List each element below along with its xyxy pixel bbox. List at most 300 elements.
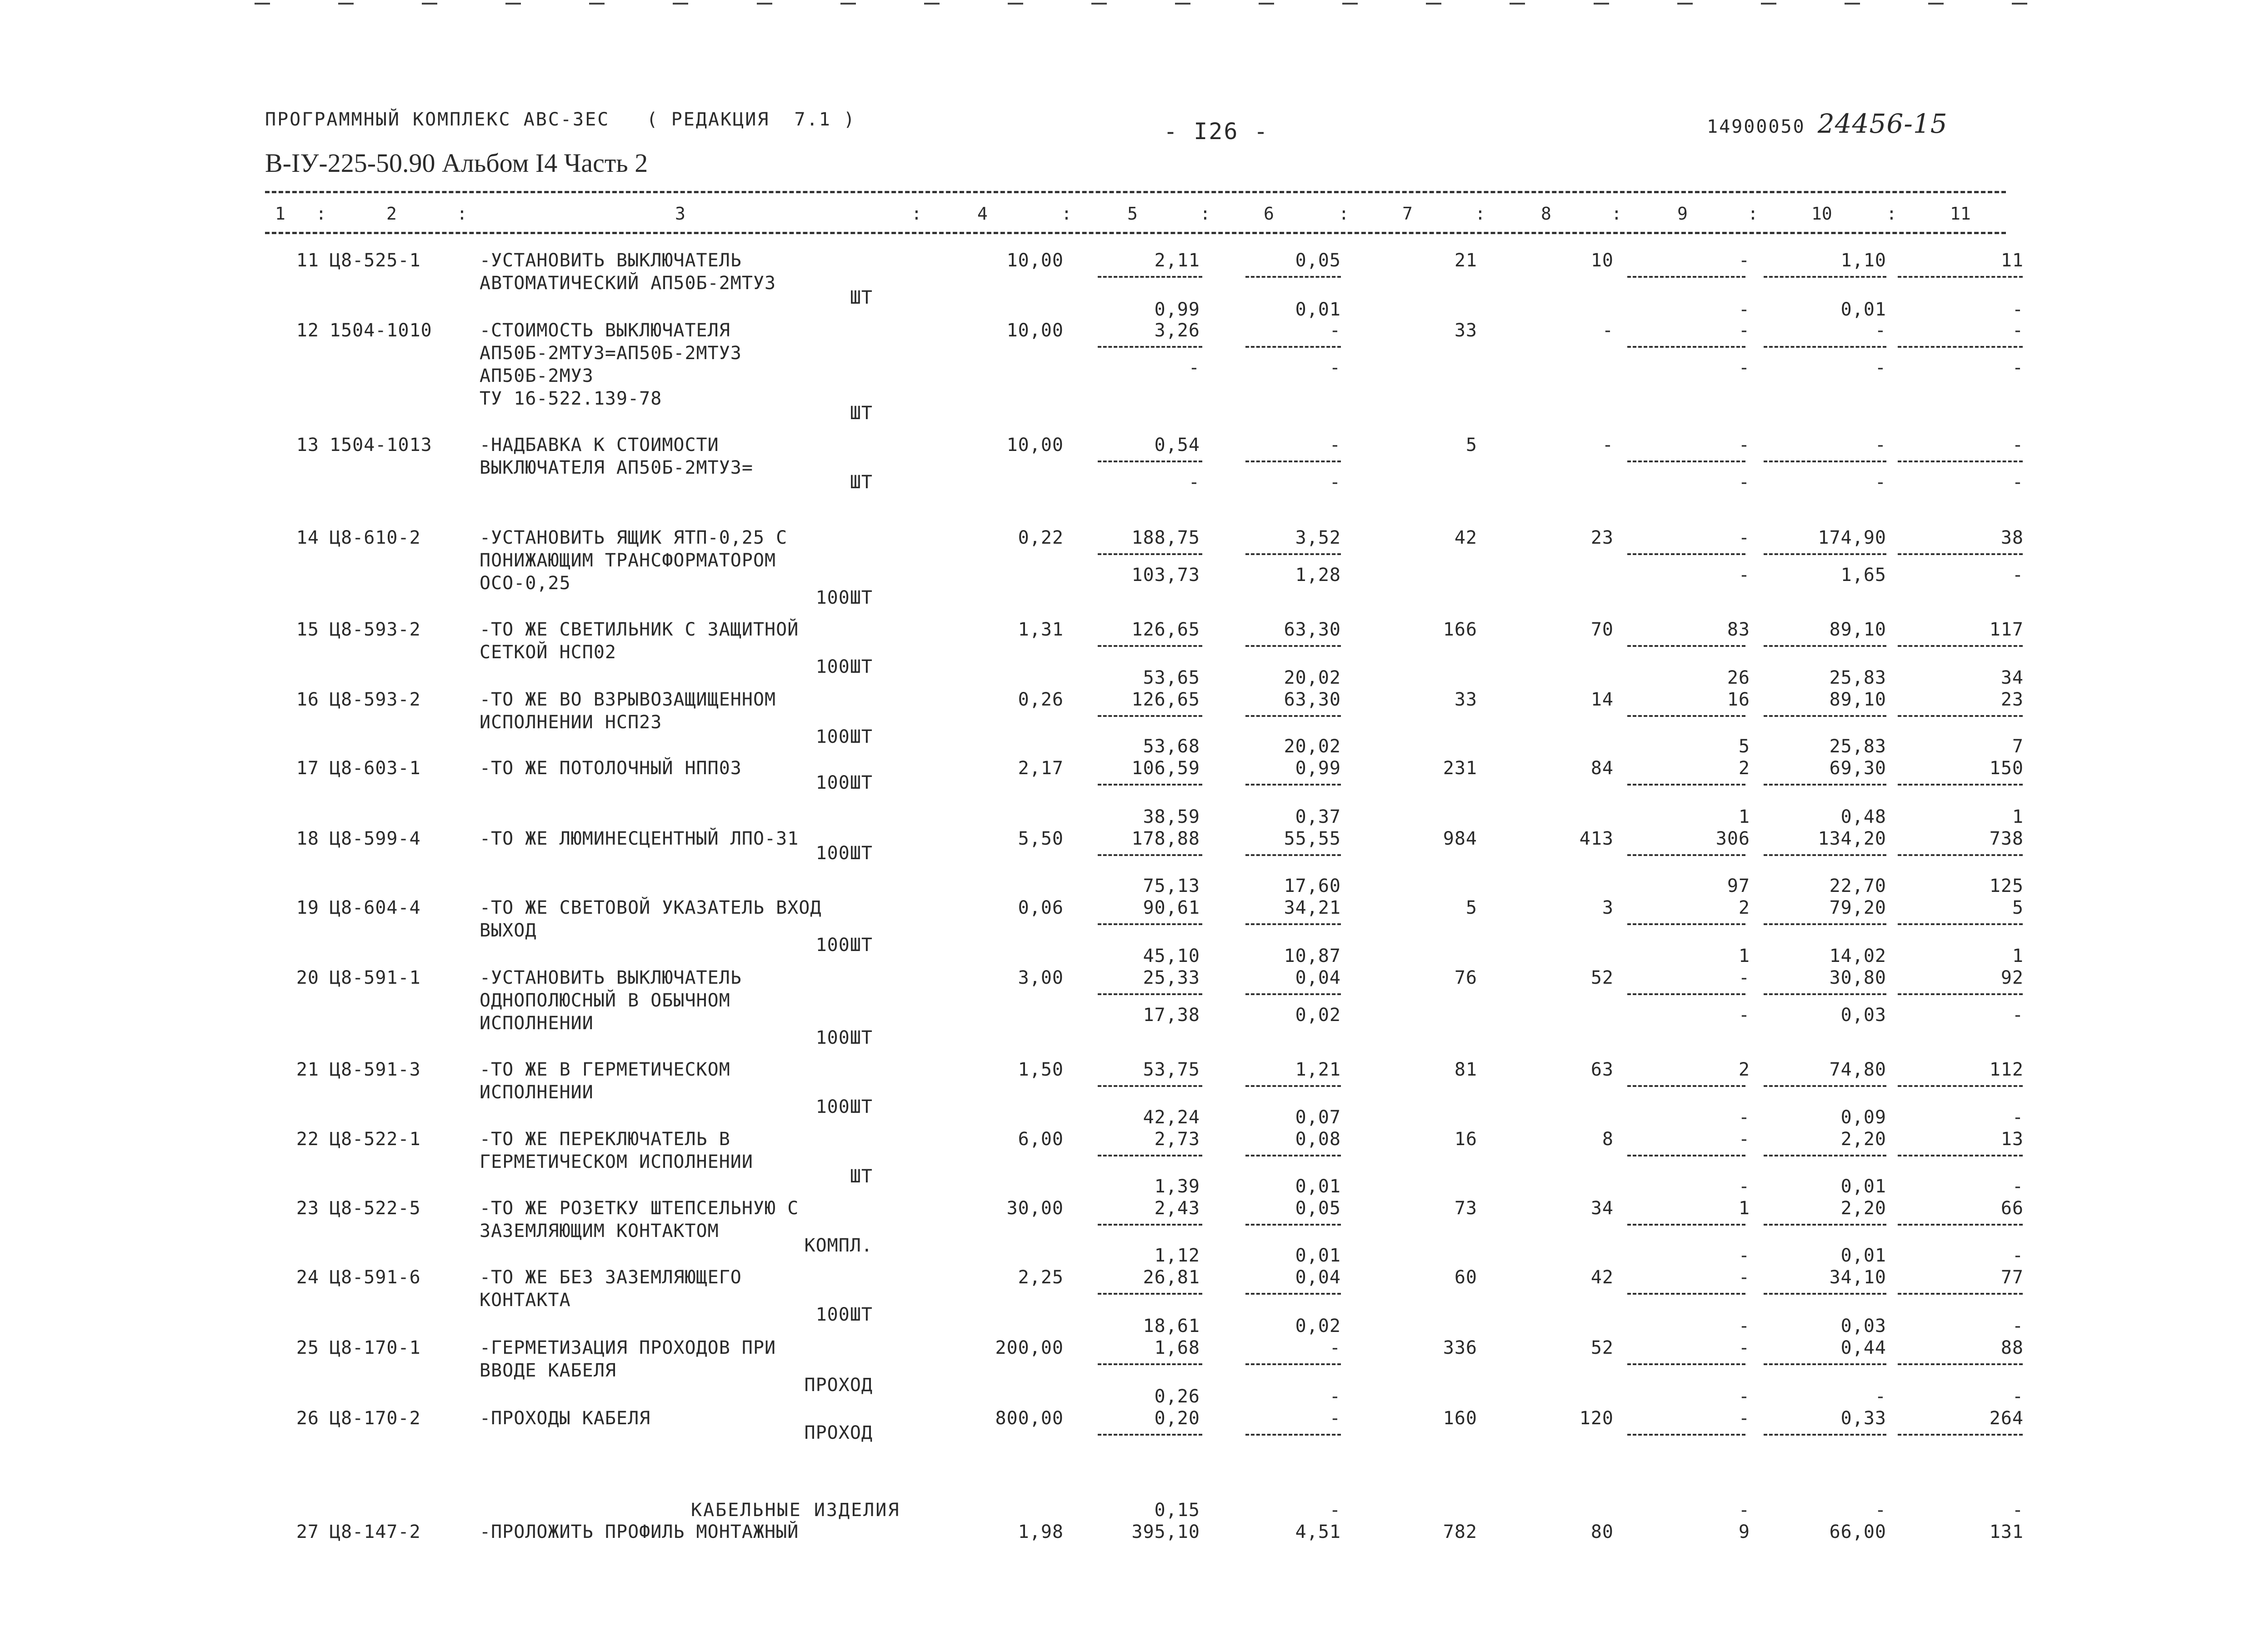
cell-col-6: - bbox=[1329, 1337, 1341, 1358]
cell-col-9: 1 bbox=[1738, 1198, 1750, 1219]
cell-col-6-sub: 17,60 bbox=[1284, 876, 1341, 896]
cell-col-8: 23 bbox=[1590, 527, 1614, 548]
col-header-3: 3 bbox=[675, 204, 685, 224]
row-number: 17 bbox=[296, 758, 319, 779]
row-unit: 100ШТ bbox=[815, 587, 873, 608]
cell-col-9: 16 bbox=[1727, 689, 1750, 710]
cell-col-4: 6,00 bbox=[1018, 1129, 1064, 1150]
row-number: 23 bbox=[296, 1198, 319, 1219]
row-code: Ц8-603-1 bbox=[330, 758, 421, 779]
row-number: 27 bbox=[296, 1522, 319, 1542]
cell-col-9: - bbox=[1738, 320, 1750, 341]
cell-col-4: 1,31 bbox=[1018, 619, 1064, 640]
cell-col-5-sub: 45,10 bbox=[1143, 946, 1200, 966]
cell-col-11: 11 bbox=[2000, 250, 2024, 271]
row-description: -УСТАНОВИТЬ ЯЩИК ЯТП-0,25 С bbox=[480, 527, 788, 548]
cell-col-6-sub: 1,28 bbox=[1295, 565, 1341, 586]
cell-col-7: 5 bbox=[1465, 435, 1477, 456]
cell-col-11: 131 bbox=[1989, 1522, 2024, 1542]
cell-col-10: - bbox=[1875, 320, 1886, 341]
cell-col-4: 5,50 bbox=[1018, 828, 1064, 849]
cell-col-4: 10,00 bbox=[1006, 320, 1064, 341]
cell-col-6: 0,04 bbox=[1295, 1267, 1341, 1288]
cell-col-10-sub: 25,83 bbox=[1829, 736, 1886, 757]
subtotal-rule bbox=[1627, 715, 1745, 717]
cell-col-5-sub: 75,13 bbox=[1143, 876, 1200, 896]
cell-col-10-sub: - bbox=[1875, 1386, 1886, 1407]
cell-col-9: 9 bbox=[1738, 1522, 1750, 1542]
subtotal-rule bbox=[1098, 993, 1202, 995]
subtotal-rule bbox=[1764, 715, 1886, 717]
col-header-7: 7 bbox=[1402, 204, 1413, 224]
cell-col-7: 60 bbox=[1454, 1267, 1477, 1288]
cell-col-4: 10,00 bbox=[1006, 250, 1064, 271]
cell-col-7: 33 bbox=[1454, 689, 1477, 710]
row-description: -ПРОХОДЫ КАБЕЛЯ bbox=[480, 1408, 651, 1429]
subtotal-rule bbox=[1098, 1363, 1202, 1365]
subtotal-rule bbox=[1098, 553, 1202, 555]
cell-col-9-sub: 97 bbox=[1727, 876, 1750, 896]
cell-col-5: 106,59 bbox=[1131, 758, 1200, 779]
subtotal-rule bbox=[1098, 276, 1202, 278]
cell-col-6: 0,05 bbox=[1295, 250, 1341, 271]
cell-col-5-sub: 18,61 bbox=[1143, 1316, 1200, 1337]
cell-col-5: 395,10 bbox=[1131, 1522, 1200, 1542]
row-description: ОСО-0,25 bbox=[480, 573, 571, 594]
row-description: -УСТАНОВИТЬ ВЫКЛЮЧАТЕЛЬ bbox=[480, 250, 742, 271]
subtotal-rule bbox=[1764, 1085, 1886, 1087]
cell-col-11: - bbox=[2012, 320, 2024, 341]
row-unit: 100ШТ bbox=[815, 935, 873, 956]
cell-col-6-sub: 0,07 bbox=[1295, 1107, 1341, 1128]
cell-col-6-sub: - bbox=[1329, 472, 1341, 493]
cell-col-7: 782 bbox=[1443, 1522, 1477, 1542]
cell-col-6-sub: 0,01 bbox=[1295, 1245, 1341, 1266]
cell-col-6: 0,08 bbox=[1295, 1129, 1341, 1150]
subtotal-rule bbox=[1627, 1363, 1745, 1365]
row-description: -ТО ЖЕ ВО ВЗРЫВОЗАЩИЩЕННОМ bbox=[480, 689, 776, 710]
subtotal-rule bbox=[1764, 784, 1886, 786]
col-header-5: 5 bbox=[1127, 204, 1138, 224]
cell-col-10: 2,20 bbox=[1840, 1198, 1886, 1219]
cell-col-9-sub: - bbox=[1738, 299, 1750, 320]
cell-col-5-sub: 0,15 bbox=[1154, 1500, 1200, 1521]
cell-col-5-sub: - bbox=[1188, 357, 1200, 378]
cell-col-5-sub: 53,68 bbox=[1143, 736, 1200, 757]
cell-col-8: 63 bbox=[1590, 1059, 1614, 1080]
cell-col-8: - bbox=[1602, 320, 1614, 341]
cell-col-10-sub: 0,03 bbox=[1840, 1005, 1886, 1026]
cell-col-5-sub: 1,39 bbox=[1154, 1176, 1200, 1197]
cell-col-7: 231 bbox=[1443, 758, 1477, 779]
cell-col-10: 74,80 bbox=[1829, 1059, 1886, 1080]
row-unit: 100ШТ bbox=[815, 1027, 873, 1048]
row-description: -ТО ЖЕ ПЕРЕКЛЮЧАТЕЛЬ В bbox=[480, 1129, 730, 1150]
cell-col-10: 79,20 bbox=[1829, 897, 1886, 918]
cell-col-5-sub: 103,73 bbox=[1131, 565, 1200, 586]
document-code bbox=[1707, 108, 1948, 139]
row-code: Ц8-610-2 bbox=[330, 527, 421, 548]
subtotal-rule bbox=[1245, 1155, 1341, 1156]
cell-col-9: - bbox=[1738, 1129, 1750, 1150]
row-code: 1504-1013 bbox=[330, 435, 432, 456]
row-description: -УСТАНОВИТЬ ВЫКЛЮЧАТЕЛЬ bbox=[480, 967, 742, 988]
cell-col-8: 8 bbox=[1602, 1129, 1614, 1150]
cell-col-11-sub: - bbox=[2012, 565, 2024, 586]
subtotal-rule bbox=[1898, 1434, 2023, 1436]
row-code: Ц8-522-1 bbox=[330, 1129, 421, 1150]
cell-col-11: 92 bbox=[2000, 967, 2024, 988]
cell-col-6: 1,21 bbox=[1295, 1059, 1341, 1080]
cell-col-8: - bbox=[1602, 435, 1614, 456]
cell-col-9: - bbox=[1738, 1337, 1750, 1358]
cell-col-7: 81 bbox=[1454, 1059, 1477, 1080]
cell-col-8: 10 bbox=[1590, 250, 1614, 271]
cell-col-9: 306 bbox=[1715, 828, 1750, 849]
row-code: Ц8-591-6 bbox=[330, 1267, 421, 1288]
subtotal-rule bbox=[1245, 645, 1341, 647]
cell-col-4: 0,06 bbox=[1018, 897, 1064, 918]
row-description: -ТО ЖЕ СВЕТИЛЬНИК С ЗАЩИТНОЙ bbox=[480, 619, 799, 640]
cell-col-9-sub: - bbox=[1738, 1316, 1750, 1337]
cell-col-5: 178,88 bbox=[1131, 828, 1200, 849]
cell-col-5: 3,26 bbox=[1154, 320, 1200, 341]
cell-col-4: 2,17 bbox=[1018, 758, 1064, 779]
cell-col-11: 13 bbox=[2000, 1129, 2024, 1150]
row-code: Ц8-522-5 bbox=[330, 1198, 421, 1219]
subtotal-rule bbox=[1898, 553, 2023, 555]
cell-col-11-sub: - bbox=[2012, 299, 2024, 320]
cell-col-10-sub: 0,01 bbox=[1840, 299, 1886, 320]
subtotal-rule bbox=[1627, 784, 1745, 786]
cell-col-4: 1,98 bbox=[1018, 1522, 1064, 1542]
cell-col-10-sub: 1,65 bbox=[1840, 565, 1886, 586]
cell-col-10-sub: 0,01 bbox=[1840, 1176, 1886, 1197]
row-unit: 100ШТ bbox=[815, 656, 873, 677]
row-unit: ПРОХОД bbox=[804, 1422, 873, 1443]
row-description: ГЕРМЕТИЧЕСКОМ ИСПОЛНЕНИИ bbox=[480, 1151, 753, 1172]
subtotal-rule bbox=[1245, 1224, 1341, 1226]
row-description: ТУ 16-522.139-78 bbox=[480, 388, 662, 409]
cell-col-6: 3,52 bbox=[1295, 527, 1341, 548]
subtotal-rule bbox=[1245, 1434, 1341, 1436]
cell-col-6-sub: - bbox=[1329, 1500, 1341, 1521]
cell-col-5-sub: 17,38 bbox=[1143, 1005, 1200, 1026]
cell-col-11-sub: - bbox=[2012, 1107, 2024, 1128]
cell-col-6-sub: 0,01 bbox=[1295, 1176, 1341, 1197]
cell-col-11-sub: 1 bbox=[2012, 946, 2024, 966]
subtotal-rule bbox=[1098, 1155, 1202, 1156]
row-number: 12 bbox=[296, 320, 319, 341]
row-code: Ц8-170-2 bbox=[330, 1408, 421, 1429]
row-description: КОНТАКТА bbox=[480, 1290, 571, 1311]
program-header: ПРОГРАММНЫЙ КОМПЛЕКС АВС-3ЕС ( РЕДАКЦИЯ 7.1 ) bbox=[265, 109, 856, 130]
col-header-4: 4 bbox=[977, 204, 988, 224]
cell-col-9: - bbox=[1738, 967, 1750, 988]
cell-col-11: 150 bbox=[1989, 758, 2024, 779]
cell-col-8: 42 bbox=[1590, 1267, 1614, 1288]
col-header-10: 10 bbox=[1811, 204, 1832, 224]
subtotal-rule bbox=[1627, 923, 1745, 925]
cell-col-4: 2,25 bbox=[1018, 1267, 1064, 1288]
row-number: 25 bbox=[296, 1337, 319, 1358]
row-number: 18 bbox=[296, 828, 319, 849]
row-description: ИСПОЛНЕНИИ bbox=[480, 1082, 594, 1103]
subtotal-rule bbox=[1245, 1293, 1341, 1295]
cell-col-8: 84 bbox=[1590, 758, 1614, 779]
cell-col-5: 126,65 bbox=[1131, 619, 1200, 640]
row-description: -ПРОЛОЖИТЬ ПРОФИЛЬ МОНТАЖНЫЙ bbox=[480, 1522, 799, 1542]
cell-col-5-sub: - bbox=[1188, 472, 1200, 493]
subtotal-rule bbox=[1898, 276, 2023, 278]
col-header-2: 2 bbox=[386, 204, 397, 224]
col-header-9: 9 bbox=[1677, 204, 1688, 224]
subtotal-rule bbox=[1898, 1224, 2023, 1226]
cell-col-8: 413 bbox=[1579, 828, 1614, 849]
row-description: ЗАЗЕМЛЯЮЩИМ КОНТАКТОМ bbox=[480, 1221, 719, 1242]
cell-col-11: 264 bbox=[1989, 1408, 2024, 1429]
cell-col-5: 53,75 bbox=[1143, 1059, 1200, 1080]
subtotal-rule bbox=[1098, 346, 1202, 348]
row-description: -СТОИМОСТЬ ВЫКЛЮЧАТЕЛЯ bbox=[480, 320, 730, 341]
subtotal-rule bbox=[1098, 461, 1202, 462]
cell-col-9-sub: - bbox=[1738, 565, 1750, 586]
cell-col-7: 16 bbox=[1454, 1129, 1477, 1150]
cell-col-10: - bbox=[1875, 435, 1886, 456]
subtotal-rule bbox=[1764, 923, 1886, 925]
cell-col-6-sub: 20,02 bbox=[1284, 736, 1341, 757]
cell-col-7: 42 bbox=[1454, 527, 1477, 548]
cell-col-4: 0,22 bbox=[1018, 527, 1064, 548]
row-number: 24 bbox=[296, 1267, 319, 1288]
cell-col-9: - bbox=[1738, 527, 1750, 548]
cell-col-4: 1,50 bbox=[1018, 1059, 1064, 1080]
subtotal-rule bbox=[1245, 854, 1341, 856]
subtotal-rule bbox=[1898, 854, 2023, 856]
cell-col-5: 0,20 bbox=[1154, 1408, 1200, 1429]
subtotal-rule bbox=[1627, 645, 1745, 647]
cell-col-9-sub: 1 bbox=[1738, 946, 1750, 966]
row-description: ВЫХОД bbox=[480, 920, 537, 941]
cell-col-9: 83 bbox=[1727, 619, 1750, 640]
subtotal-rule bbox=[1245, 553, 1341, 555]
row-unit: 100ШТ bbox=[815, 843, 873, 864]
row-description: ВЫКЛЮЧАТЕЛЯ АП50Б-2МТУ3= bbox=[480, 457, 753, 478]
subtotal-rule bbox=[1245, 784, 1341, 786]
row-description: ПОНИЖАЮЩИМ ТРАНСФОРМАТОРОМ bbox=[480, 550, 776, 571]
subtotal-rule bbox=[1898, 645, 2023, 647]
row-code: 1504-1010 bbox=[330, 320, 432, 341]
cell-col-5: 2,73 bbox=[1154, 1129, 1200, 1150]
row-description: -ТО ЖЕ В ГЕРМЕТИЧЕСКОМ bbox=[480, 1059, 730, 1080]
row-code: Ц8-591-3 bbox=[330, 1059, 421, 1080]
subtotal-rule bbox=[1764, 1434, 1886, 1436]
row-description: ИСПОЛНЕНИИ bbox=[480, 1013, 594, 1034]
subtotal-rule bbox=[1098, 645, 1202, 647]
row-number: 26 bbox=[296, 1408, 319, 1429]
subtotal-rule bbox=[1098, 1085, 1202, 1087]
subtotal-rule bbox=[1764, 645, 1886, 647]
cell-col-10-sub: 0,09 bbox=[1840, 1107, 1886, 1128]
subtotal-rule bbox=[1764, 854, 1886, 856]
cell-col-8: 14 bbox=[1590, 689, 1614, 710]
row-code: Ц8-525-1 bbox=[330, 250, 421, 271]
cell-col-9-sub: - bbox=[1738, 1500, 1750, 1521]
cell-col-6: 0,04 bbox=[1295, 967, 1341, 988]
cell-col-5-sub: 38,59 bbox=[1143, 806, 1200, 827]
cell-col-11: 66 bbox=[2000, 1198, 2024, 1219]
subtotal-rule bbox=[1098, 784, 1202, 786]
row-description: АП50Б-2МТУ3=АП50Б-2МТУ3 bbox=[480, 343, 742, 364]
row-number: 16 bbox=[296, 689, 319, 710]
cell-col-6: 55,55 bbox=[1284, 828, 1341, 849]
subtotal-rule bbox=[1898, 346, 2023, 348]
row-code: Ц8-593-2 bbox=[330, 619, 421, 640]
row-description: -ТО ЖЕ ЛЮМИНЕСЦЕНТНЫЙ ЛПО-31 bbox=[480, 828, 799, 849]
cell-col-10: 34,10 bbox=[1829, 1267, 1886, 1288]
cell-col-9: 2 bbox=[1738, 758, 1750, 779]
row-unit: 100ШТ bbox=[815, 726, 873, 747]
row-number: 15 bbox=[296, 619, 319, 640]
cell-col-7: 33 bbox=[1454, 320, 1477, 341]
row-unit: ШТ bbox=[850, 287, 873, 308]
cell-col-7: 21 bbox=[1454, 250, 1477, 271]
subtotal-rule bbox=[1898, 1155, 2023, 1156]
col-header-6: 6 bbox=[1264, 204, 1274, 224]
cell-col-11-sub: - bbox=[2012, 1005, 2024, 1026]
cell-col-10: 1,10 bbox=[1840, 250, 1886, 271]
subtotal-rule bbox=[1627, 346, 1745, 348]
cell-col-9-sub: - bbox=[1738, 472, 1750, 493]
row-description: АВТОМАТИЧЕСКИЙ АП50Б-2МТУ3 bbox=[480, 273, 776, 294]
cell-col-7: 336 bbox=[1443, 1337, 1477, 1358]
page-number: - I26 - bbox=[1164, 118, 1269, 145]
cell-col-9-sub: 1 bbox=[1738, 806, 1750, 827]
cell-col-8: 70 bbox=[1590, 619, 1614, 640]
subtotal-rule bbox=[1898, 923, 2023, 925]
subtotal-rule bbox=[1627, 993, 1745, 995]
cell-col-6: 63,30 bbox=[1284, 619, 1341, 640]
cell-col-11: 738 bbox=[1989, 828, 2024, 849]
subtotal-rule bbox=[1764, 461, 1886, 462]
subtotal-rule bbox=[1627, 1434, 1745, 1436]
subtotal-rule bbox=[1764, 1224, 1886, 1226]
cell-col-6-sub: 20,02 bbox=[1284, 667, 1341, 688]
cell-col-4: 0,26 bbox=[1018, 689, 1064, 710]
row-description: АП50Б-2МУ3 bbox=[480, 365, 594, 386]
row-description: -ТО ЖЕ РОЗЕТКУ ШТЕПСЕЛЬНУЮ С bbox=[480, 1198, 799, 1219]
header-bottom-rule bbox=[265, 232, 2006, 234]
row-description: ОДНОПОЛЮСНЫЙ В ОБЫЧНОМ bbox=[480, 990, 730, 1011]
cell-col-10: 30,80 bbox=[1829, 967, 1886, 988]
cell-col-11: 5 bbox=[2012, 897, 2024, 918]
cell-col-11: 117 bbox=[1989, 619, 2024, 640]
cell-col-10-sub: - bbox=[1875, 472, 1886, 493]
cell-col-6: 63,30 bbox=[1284, 689, 1341, 710]
cell-col-6-sub: 10,87 bbox=[1284, 946, 1341, 966]
row-unit: 100ШТ bbox=[815, 1304, 873, 1325]
row-number: 13 bbox=[296, 435, 319, 456]
subtotal-rule bbox=[1898, 715, 2023, 717]
cell-col-4: 200,00 bbox=[995, 1337, 1064, 1358]
subtotal-rule bbox=[1245, 346, 1341, 348]
subtotal-rule bbox=[1098, 715, 1202, 717]
subtotal-rule bbox=[1898, 993, 2023, 995]
cell-col-11-sub: - bbox=[2012, 1500, 2024, 1521]
subtotal-rule bbox=[1627, 1155, 1745, 1156]
cell-col-9: - bbox=[1738, 1408, 1750, 1429]
cell-col-10-sub: 0,48 bbox=[1840, 806, 1886, 827]
cell-col-11-sub: - bbox=[2012, 472, 2024, 493]
cell-col-7: 76 bbox=[1454, 967, 1477, 988]
cell-col-6: - bbox=[1329, 1408, 1341, 1429]
subtotal-rule bbox=[1245, 461, 1341, 462]
cell-col-10-sub: 14,02 bbox=[1829, 946, 1886, 966]
cell-col-7: 160 bbox=[1443, 1408, 1477, 1429]
row-code: Ц8-170-1 bbox=[330, 1337, 421, 1358]
subtotal-rule bbox=[1764, 993, 1886, 995]
column-header-row: 1 : 2 : 3 : 4 : 5 : 6 : 7 : 8 : 9 : 10 : 11 bbox=[275, 204, 1971, 224]
row-unit: ШТ bbox=[850, 1166, 873, 1187]
row-unit: 100ШТ bbox=[815, 1096, 873, 1117]
subtotal-rule bbox=[1898, 784, 2023, 786]
subtotal-rule bbox=[1898, 461, 2023, 462]
cell-col-6: - bbox=[1329, 320, 1341, 341]
cell-col-4: 800,00 bbox=[995, 1408, 1064, 1429]
subtotal-rule bbox=[1245, 715, 1341, 717]
subtotal-rule bbox=[1764, 1155, 1886, 1156]
cell-col-5: 188,75 bbox=[1131, 527, 1200, 548]
cell-col-5: 2,11 bbox=[1154, 250, 1200, 271]
row-number: 22 bbox=[296, 1129, 319, 1150]
cell-col-10-sub: 0,03 bbox=[1840, 1316, 1886, 1337]
cell-col-11: 23 bbox=[2000, 689, 2024, 710]
cell-col-11: 38 bbox=[2000, 527, 2024, 548]
row-unit: ШТ bbox=[850, 403, 873, 424]
row-code: Ц8-593-2 bbox=[330, 689, 421, 710]
cell-col-10: 0,33 bbox=[1840, 1408, 1886, 1429]
row-number: 21 bbox=[296, 1059, 319, 1080]
cell-col-11-sub: 7 bbox=[2012, 736, 2024, 757]
cell-col-11-sub: 34 bbox=[2000, 667, 2024, 688]
cell-col-9-sub: 5 bbox=[1738, 736, 1750, 757]
subtotal-rule bbox=[1627, 1085, 1745, 1087]
cell-col-6-sub: - bbox=[1329, 1386, 1341, 1407]
row-description: ИСПОЛНЕНИИ НСП23 bbox=[480, 712, 662, 733]
subtotal-rule bbox=[1898, 1363, 2023, 1365]
cell-col-9: - bbox=[1738, 250, 1750, 271]
cell-col-5: 25,33 bbox=[1143, 967, 1200, 988]
cell-col-11: 112 bbox=[1989, 1059, 2024, 1080]
cell-col-8: 52 bbox=[1590, 1337, 1614, 1358]
row-unit: ШТ bbox=[850, 472, 873, 493]
cell-col-5: 0,54 bbox=[1154, 435, 1200, 456]
row-code: Ц8-147-2 bbox=[330, 1522, 421, 1542]
subtotal-rule bbox=[1764, 276, 1886, 278]
cell-col-5: 90,61 bbox=[1143, 897, 1200, 918]
cell-col-11: - bbox=[2012, 435, 2024, 456]
subtotal-rule bbox=[1627, 461, 1745, 462]
cell-col-6-sub: 0,02 bbox=[1295, 1005, 1341, 1026]
code-handwritten: 24456-15 bbox=[1817, 108, 1948, 139]
row-code: Ц8-591-1 bbox=[330, 967, 421, 988]
cell-col-10: 2,20 bbox=[1840, 1129, 1886, 1150]
cell-col-5-sub: 0,99 bbox=[1154, 299, 1200, 320]
cell-col-10: 0,44 bbox=[1840, 1337, 1886, 1358]
subtotal-rule bbox=[1627, 553, 1745, 555]
row-number: 11 bbox=[296, 250, 319, 271]
row-unit: ПРОХОД bbox=[804, 1375, 873, 1396]
